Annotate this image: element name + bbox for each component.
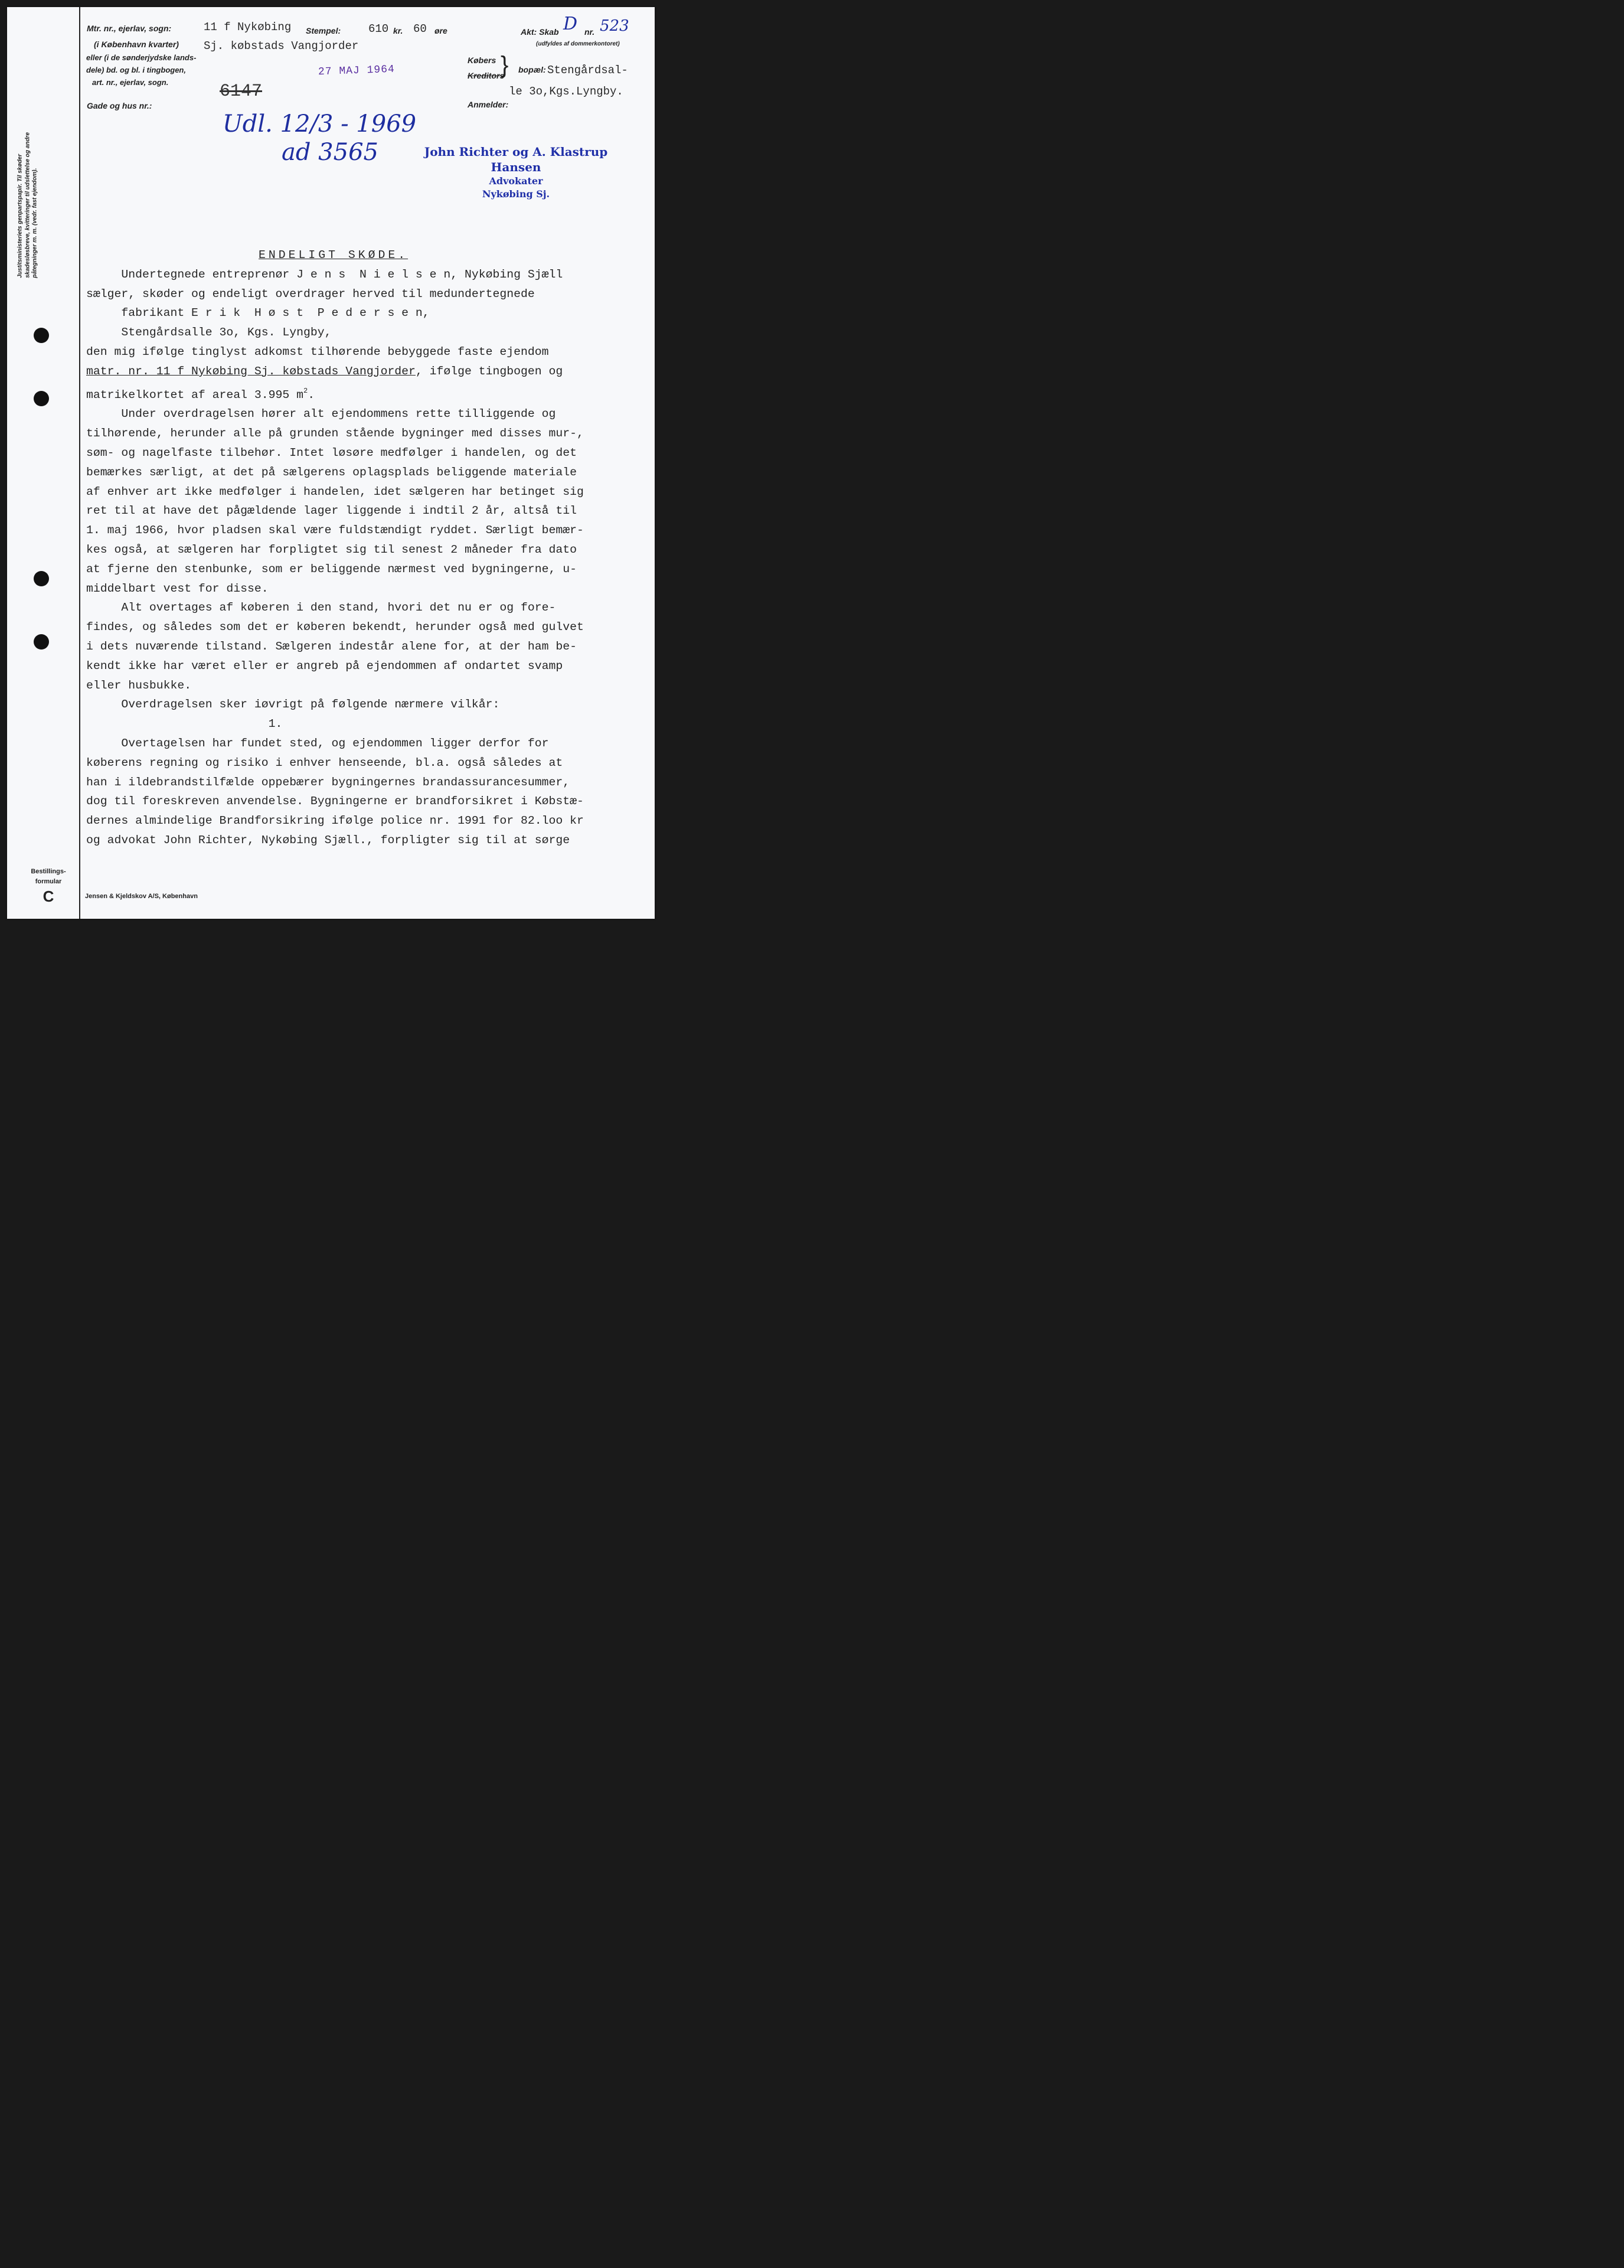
body-line: Overtagelsen har fundet sted, og ejendommen ligger derfor for xyxy=(86,736,549,750)
body-line: findes, og således som det er køberen bekendt, herunder også med gulvet xyxy=(86,621,584,634)
udfyldes-note: (udfyldes af dommerkontoret) xyxy=(536,41,620,47)
order-label-text: Bestillings- formular xyxy=(31,868,66,885)
punch-hole xyxy=(34,328,49,343)
punch-hole xyxy=(34,571,49,586)
body-line: og advokat John Richter, Nykøbing Sjæll., forpligter sig til at sørge xyxy=(86,833,570,847)
ad-annotation: ad 3565 xyxy=(282,139,378,166)
stempel-label: Stempel: xyxy=(306,26,341,35)
body-line: dernes almindelige Brandforsikring ifølge police nr. 1991 for 82.loo kr xyxy=(86,814,584,828)
udl-annotation: Udl. 12/3 - 1969 xyxy=(223,110,417,138)
mtr-value: 11 f Nykøbing xyxy=(204,21,292,34)
body-line: 1. maj 1966, hvor pladsen skal være fuldstændigt ryddet. Særligt bemær- xyxy=(86,524,584,537)
ore-label: øre xyxy=(434,26,447,35)
body-line: i dets nuværende tilstand. Sælgeren indestår alene for, at der ham be- xyxy=(86,639,577,653)
mtr-label: Mtr. nr., ejerlav, sogn: xyxy=(87,24,172,33)
deed-title: ENDELIGT SKØDE. xyxy=(259,249,409,262)
deed-body xyxy=(86,246,653,850)
lawyer-stamp xyxy=(416,144,616,201)
body-line: ret til at have det pågældende lager liggende i indtil 2 år, altså til xyxy=(86,504,577,518)
area-end: . xyxy=(308,388,315,402)
body-line: Undertegnede entreprenør J e n s N i e l s e n, Nykøbing Sjæll xyxy=(86,267,563,281)
body-line: fabrikant E r i k H ø s t P e d e r s e n, xyxy=(86,306,430,320)
body-line: Under overdragelsen hører alt ejendommens rette tilliggende og xyxy=(86,407,556,421)
body-line: eller husbukke. xyxy=(86,678,192,692)
sdj-label-2: dele) bd. og bl. i tingbogen, xyxy=(86,66,186,74)
brace: } xyxy=(501,52,509,78)
firm-name: John Richter og A. Klastrup Hansen xyxy=(424,145,608,174)
body-line: den mig ifølge tinglyst adkomst tilhørende bebyggede faste ejendom xyxy=(86,345,549,358)
form-side-text: Justitsministeriets genpartspapir. Til skøder skadesløsbreve, kvitteringer til udslettelse og andre påtegninger m. m. (vedr. fast ejendom). xyxy=(17,132,38,278)
akt-nr-value: 523 xyxy=(600,17,629,35)
body-line: kes også, at sælgeren har forpligtet sig til senest 2 måneder fra dato xyxy=(86,543,577,556)
sdj-label-1: eller (i de sønderjydske lands- xyxy=(86,53,197,62)
kobers-label: Købers xyxy=(468,56,496,65)
body-line: kendt ikke har været eller er angreb på ejendommen af ondartet svamp xyxy=(86,659,563,673)
anmelder-label: Anmelder: xyxy=(468,100,509,109)
stempel-ore-value: 60 xyxy=(413,22,427,35)
body-line: Overdragelsen sker iøvrigt på følgende nærmere vilkår: xyxy=(86,698,500,712)
order-letter: C xyxy=(43,887,54,905)
body-line: køberens regning og risiko i enhver henseende, bl.a. også således at xyxy=(86,756,563,769)
punch-hole xyxy=(34,391,49,406)
order-form-label xyxy=(25,867,72,906)
sdj-label-3: art. nr., ejerlav, sogn. xyxy=(92,78,169,87)
matr-rest: , ifølge tingbogen og xyxy=(415,364,563,378)
punch-hole xyxy=(34,634,49,650)
body-line: bemærkes særligt, at det på sælgerens oplagsplads beliggende materiale xyxy=(86,465,577,479)
akt-skab-value: D xyxy=(563,14,578,34)
section-number: 1. xyxy=(86,717,283,731)
body-line: Stengårdsalle 3o, Kgs. Lyngby, xyxy=(86,326,332,340)
gade-label: Gade og hus nr.: xyxy=(87,101,152,110)
body-line: middelbart vest for disse. xyxy=(86,582,269,595)
nr-label: nr. xyxy=(584,27,595,37)
body-line: han i ildebrandstilfælde oppebærer bygningernes brandassurancesummer, xyxy=(86,775,570,789)
body-line: søm- og nagelfaste tilbehør. Intet løsøre medfølger i handelen, og det xyxy=(86,446,577,459)
printer-imprint: Jensen & Kjeldskov A/S, København xyxy=(85,893,198,900)
bopael-value-1: Stengårdsal- xyxy=(547,64,628,77)
firm-city: Nykøbing Sj. xyxy=(482,188,550,200)
kr-label: kr. xyxy=(393,26,403,35)
area-text: matrikelkortet af areal 3.995 m xyxy=(86,388,303,402)
kbh-label: (i København kvarter) xyxy=(94,40,179,49)
kreditors-text: Kreditors xyxy=(468,71,505,80)
stempel-kr-value: 610 xyxy=(368,22,389,35)
body-line: tilhørende, herunder alle på grunden stående bygninger med disses mur-, xyxy=(86,427,584,440)
area-sup: 2 xyxy=(303,386,308,395)
matr-underlined: matr. nr. 11 f Nykøbing Sj. købstads Vangjorder xyxy=(86,364,416,378)
struck-number: 6147 xyxy=(220,81,263,102)
body-line: af enhver art ikke medfølger i handelen, idet sælgeren har betinget sig xyxy=(86,485,584,498)
kreditors-label xyxy=(468,70,504,82)
body-line: sælger, skøder og endeligt overdrager herved til medundertegnede xyxy=(86,287,535,301)
bopael-label: bopæl: xyxy=(518,65,546,74)
body-line: Alt overtages af køberen i den stand, hvori det nu er og fore- xyxy=(86,601,556,615)
body-line: dog til foreskreven anvendelse. Bygningerne er brandforsikret i Købstæ- xyxy=(86,795,584,808)
bopael-value-2: le 3o,Kgs.Lyngby. xyxy=(509,85,623,98)
mtr-value-line2: Sj. købstads Vangjorder xyxy=(204,40,359,53)
margin-rule xyxy=(79,7,80,919)
akt-label: Akt: Skab xyxy=(521,27,559,37)
date-stamp: 27 MAJ 1964 xyxy=(318,63,396,79)
body-line: at fjerne den stenbunke, som er beliggende nærmest ved bygningerne, u- xyxy=(86,562,577,576)
body-line xyxy=(86,362,653,381)
firm-title: Advokater xyxy=(489,175,543,187)
body-line-area xyxy=(86,381,653,405)
